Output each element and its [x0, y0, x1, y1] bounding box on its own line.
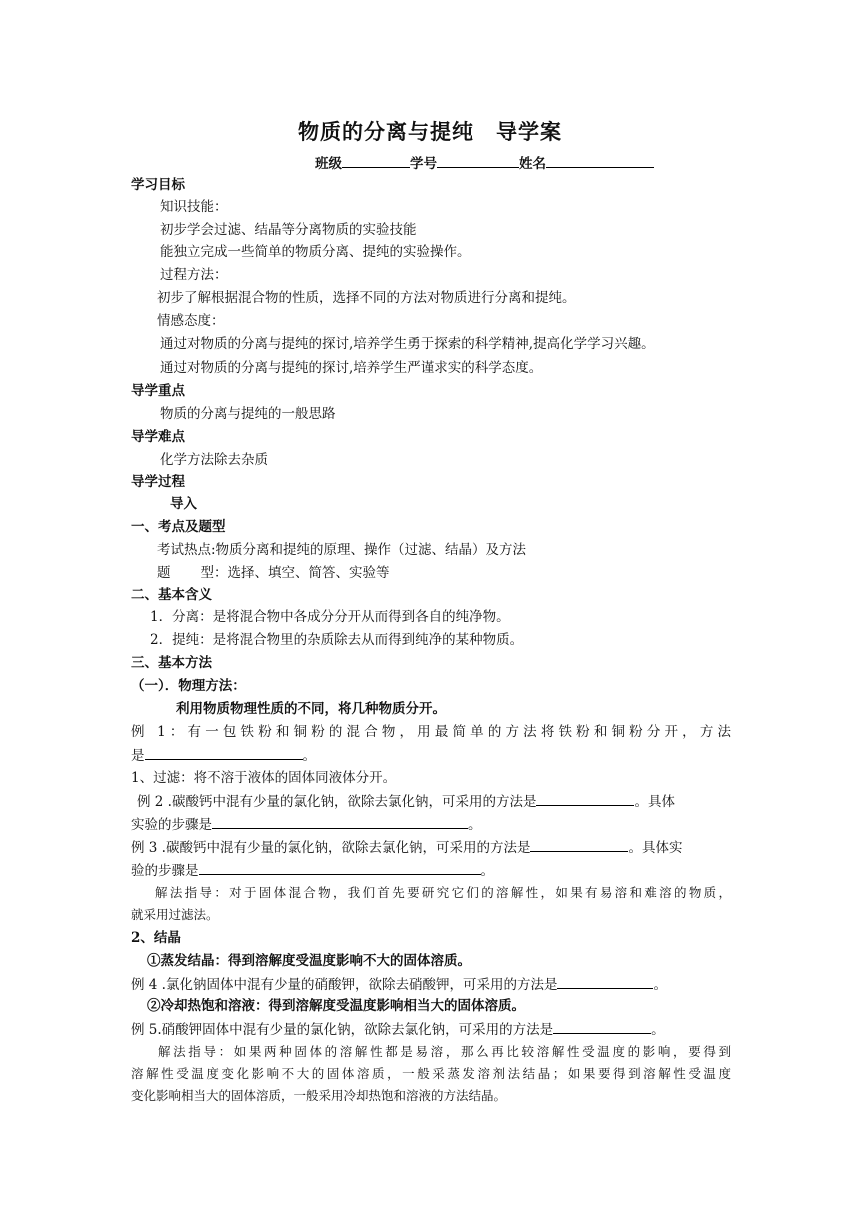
example1-line2-end: 。: [302, 748, 316, 764]
example3-line2-end: 。: [480, 863, 494, 879]
difficulty-heading: 导学难点: [131, 429, 185, 445]
physical-principle: 利用物质物理性质的不同，将几种物质分开。: [176, 701, 446, 717]
example2-line1-text: 例 2 .碳酸钙中混有少量的氯化钠，欲除去氯化钠，可采用的方法是: [137, 794, 537, 810]
example2-line2: [131, 814, 482, 835]
example4-end: 。: [653, 977, 667, 993]
cooling-crystallization: ②冷却热饱和溶液：得到溶解度受温度影响相当大的固体溶质。: [147, 998, 525, 1014]
example2-line1-end: 。具体: [634, 794, 675, 810]
example4-method-blank[interactable]: [557, 974, 653, 989]
example3-steps-blank[interactable]: [199, 860, 481, 875]
section1-line2-a: 题: [157, 565, 171, 581]
example4-line: [131, 974, 667, 995]
section3-heading: 三、基本方法: [131, 655, 212, 671]
intro-label: 导入: [170, 496, 197, 512]
example3-line1-text: 例 3 .碳酸钙中混有少量的氯化钠，欲除去氯化钠，可采用的方法是: [131, 840, 531, 856]
example2-steps-blank[interactable]: [212, 814, 468, 829]
definition-purification: 2．提纯：是将混合物里的杂质除去从而得到纯净的某种物质。: [150, 632, 524, 648]
example3-line2: [131, 860, 494, 881]
emotion-item-2: 通过对物质的分离与提纯的探讨,培养学生严谨求实的科学态度。: [160, 360, 543, 376]
filtration-definition: 1、过滤：将不溶于液体的固体同液体分开。: [131, 770, 397, 786]
example1-line2-text: 是: [131, 748, 145, 764]
example3-line2-text: 验的步骤是: [131, 863, 199, 879]
name-label: 姓名: [519, 156, 546, 172]
example5-text: 例 5.硝酸钾固体中混有少量的氯化钠，欲除去氯化钠，可采用的方法是: [131, 1022, 554, 1038]
difficulty-text: 化学方法除去杂质: [160, 452, 268, 468]
knowledge-label: 知识技能：: [160, 199, 228, 215]
emotion-label: 情感态度：: [157, 313, 225, 329]
example5-method-blank[interactable]: [553, 1019, 651, 1034]
tip1-line2: 就采用过滤法。: [131, 907, 219, 922]
section1-line2-b: 型：选择、填空、简答、实验等: [200, 565, 390, 581]
tip2-line3: 变化影响相当大的固体溶质，一般采用冷却热饱和溶液的方法结晶。: [131, 1088, 507, 1103]
focus-heading: 导学重点: [131, 383, 185, 399]
example2-line2-text: 实验的步骤是: [131, 817, 212, 833]
process-heading: 导学过程: [131, 474, 185, 490]
process-label: 过程方法：: [160, 267, 228, 283]
section2-heading: 二、基本含义: [131, 587, 212, 603]
emotion-item-1: 通过对物质的分离与提纯的探讨,培养学生勇于探索的科学精神,提高化学学习兴趣。: [160, 336, 655, 352]
example3-line1: [131, 837, 682, 858]
example2-method-blank[interactable]: [536, 791, 634, 806]
example4-text: 例 4 .氯化钠固体中混有少量的硝酸钾，欲除去硝酸钾，可采用的方法是: [131, 977, 558, 993]
example1-line2: [131, 745, 316, 766]
tip2-line2: 溶解性受温度变化影响不大的固体溶质，一般采蒸发溶剂法结晶；如果要得到溶解性受温度: [131, 1066, 731, 1081]
evaporation-crystallization: ①蒸发结晶：得到溶解度受温度影响不大的固体溶质。: [147, 953, 471, 969]
student-info-row: [315, 153, 654, 174]
class-label: 班级: [315, 156, 342, 172]
example3-method-blank[interactable]: [530, 837, 628, 852]
class-field[interactable]: [342, 153, 410, 168]
objectives-heading: 学习目标: [131, 177, 185, 193]
crystallization-heading: 2、结晶: [131, 930, 181, 946]
example1-line1: 例 1：有一包铁粉和铜粉的混合物，用最简单的方法将铁粉和铜粉分开，方法: [131, 724, 731, 740]
definition-separation: 1．分离：是将混合物中各成分分开从而得到各自的纯净物。: [150, 609, 510, 625]
physical-methods-heading: （一）．物理方法：: [131, 678, 246, 694]
example5-line: [131, 1019, 665, 1040]
process-item-1: 初步了解根据混合物的性质，选择不同的方法对物质进行分离和提纯。: [157, 290, 576, 306]
example5-end: 。: [651, 1022, 665, 1038]
tip2-line1: 解法指导：如果两种固体的溶解性都是易溶，那么再比较溶解性受温度的影响，要得到: [158, 1044, 731, 1059]
section1-line2: [157, 563, 390, 583]
example3-line1-end: 。具体实: [628, 840, 683, 856]
example1-answer-blank[interactable]: [145, 745, 303, 760]
name-field[interactable]: [546, 153, 654, 168]
section1-line1: 考试热点:物质分离和提纯的原理、操作（过滤、结晶）及方法: [157, 542, 527, 558]
example2-line2-end: 。: [468, 817, 482, 833]
knowledge-item-1: 初步学会过滤、结晶等分离物质的实验技能: [160, 222, 417, 238]
tip1-line1: 解法指导：对于固体混合物，我们首先要研究它们的溶解性，如果有易溶和难溶的物质，: [155, 885, 731, 900]
example2-line1: [137, 791, 675, 812]
student-id-field[interactable]: [437, 153, 519, 168]
knowledge-item-2: 能独立完成一些简单的物质分离、提纯的实验操作。: [160, 244, 471, 260]
section1-heading: 一、考点及题型: [131, 519, 226, 535]
student-id-label: 学号: [410, 156, 437, 172]
page-title: 物质的分离与提纯 导学案: [298, 119, 562, 144]
focus-text: 物质的分离与提纯的一般思路: [160, 406, 336, 422]
